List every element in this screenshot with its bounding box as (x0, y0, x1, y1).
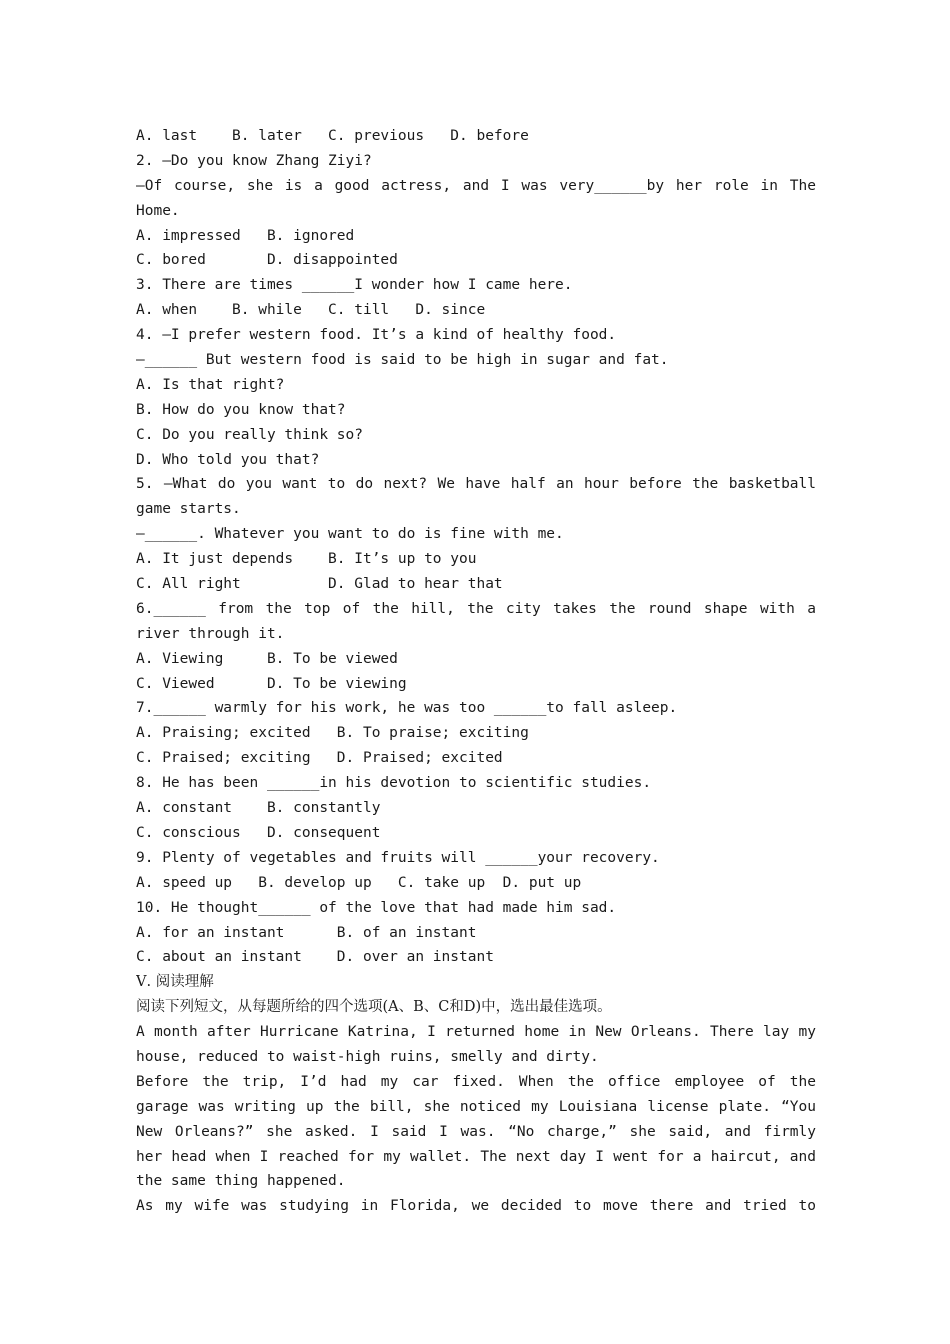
text-line: Before the trip, I’d had my car fixed. When the office employee of the (136, 1073, 816, 1090)
text-line: C. about an instant D. over an instant (136, 949, 494, 966)
text-line: A. when B. while C. till D. since (136, 302, 486, 319)
text-line: —Of course, she is a good actress, and I was very______by her role in The (136, 177, 816, 194)
text-line: A month after Hurricane Katrina, I returned home in New Orleans. There lay my (136, 1024, 816, 1041)
document-page (136, 124, 816, 1219)
text-line: 9. Plenty of vegetables and fruits will ______your recovery. (136, 849, 660, 866)
text-line: 5. —What do you want to do next? We have half an hour before the basketball (136, 476, 816, 493)
text-line: her head when I reached for my wallet. The next day I went for a haircut, and (136, 1148, 816, 1165)
text-line: 10. He thought______ of the love that had made him sad. (136, 899, 617, 916)
text-line: A. for an instant B. of an instant (136, 924, 477, 941)
text-line: 阅读下列短文，从每题所给的四个选项(A、B、C和D)中，选出最佳选项。 (136, 999, 612, 1016)
text-line: 8. He has been ______in his devotion to scientific studies. (136, 775, 652, 792)
text-line: house, reduced to waist-high ruins, smelly and dirty. (136, 1048, 599, 1065)
text-line: —______ But western food is said to be high in sugar and fat. (136, 352, 669, 369)
text-line: river through it. (136, 625, 285, 642)
text-line: A. Viewing B. To be viewed (136, 650, 398, 667)
text-line: garage was writing up the bill, she noticed my Louisiana license plate. “You (136, 1098, 816, 1115)
text-line: A. speed up B. develop up C. take up D. put up (136, 874, 582, 891)
text-line: C. Viewed D. To be viewing (136, 675, 407, 692)
text-line: 2. —Do you know Zhang Ziyi? (136, 152, 372, 169)
text-line: C. Praised; exciting D. Praised; excited (136, 750, 503, 767)
text-line: Ⅴ. 阅读理解 (136, 974, 214, 991)
text-line: 4. —I prefer western food. It’s a kind of healthy food. (136, 327, 617, 344)
text-line: —______. Whatever you want to do is fine with me. (136, 526, 564, 543)
text-line: A. last B. later C. previous D. before (136, 128, 529, 144)
text-line: A. It just depends B. It’s up to you (136, 551, 477, 568)
text-line: C. bored D. disappointed (136, 252, 398, 269)
text-line: C. Do you really think so? (136, 426, 363, 443)
text-line: D. Who told you that? (136, 451, 320, 468)
text-line: A. Is that right? (136, 376, 285, 393)
text-line: A. Praising; excited B. To praise; exciting (136, 725, 529, 742)
text-line: A. impressed B. ignored (136, 227, 355, 244)
text-line: 7.______ warmly for his work, he was too ______to fall asleep. (136, 700, 678, 717)
text-line: the same thing happened. (136, 1173, 346, 1190)
text-line: B. How do you know that? (136, 401, 346, 418)
text-line: New Orleans?” she asked. I said I was. “No charge,” she said, and firmly (136, 1123, 816, 1140)
text-line: 3. There are times ______I wonder how I came here. (136, 277, 573, 294)
text-line: A. constant B. constantly (136, 800, 381, 817)
text-line: Home. (136, 202, 180, 219)
text-line: C. All right D. Glad to hear that (136, 576, 503, 593)
text-line: C. conscious D. consequent (136, 824, 381, 841)
text-line: game starts. (136, 501, 241, 518)
text-line: As my wife was studying in Florida, we decided to move there and tried to (136, 1198, 816, 1215)
text-line: 6.______ from the top of the hill, the city takes the round shape with a (136, 600, 816, 617)
